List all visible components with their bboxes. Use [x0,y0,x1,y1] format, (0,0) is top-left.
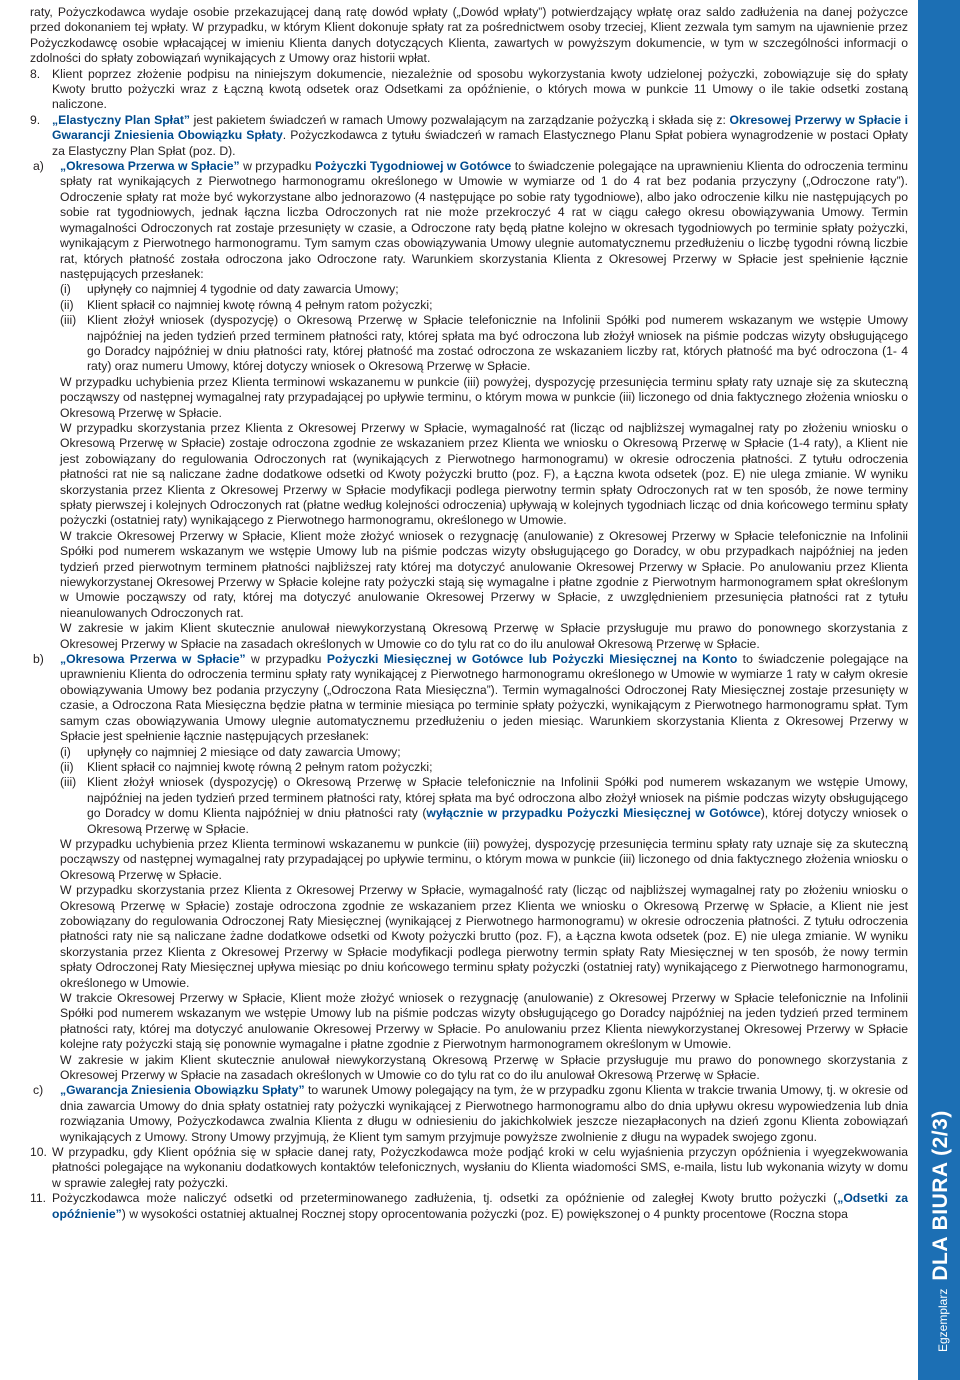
clause-number: 9. [30,112,41,127]
document-body [30,5,908,1222]
clause-text: W przypadku, gdy Klient opóźnia się w spłacie danej raty, Pożyczkodawca może podjąć kroki w celu wyjaśnienia przyczyn opóźnienia i wyegzekwowania płatności polegające na wykonaniu dodatkowych kontaktów telefonicznych, wysłaniu do Klienta wiadomości SMS, e-maila, listu lub wykonania wizyty w domu w sprawie zaległej raty pożyczki. [52,1145,908,1190]
paragraph: W zakresie w jakim Klient skutecznie anulował niewykorzystaną Okresową Przerwę w Spłacie przysługuje mu prawo do ponownego skorzystania z Okresowej Przerwy w Spłacie na zasadach określonych w Umowie co do tylu rat co do ilu anulował Okresową Przerwę w Spłacie. [60,1052,908,1083]
clause-text-part: . Pożyczkodawca z tytułu świadczeń w ramach Elastycznego Planu Spłat pobiera wynagrodzenie w postaci Opłaty za Elastyczny Plan Spłat (poz. D). [52,128,908,158]
subclause-letter: a) [33,159,44,174]
roman-numeral: (ii) [60,297,74,312]
condition-iii [60,775,908,837]
text-part: to świadczenie polegające na uprawnieniu Klienta do odroczenia terminu spłaty raty wynikającej z Pierwotnego harmonogramu określonego w Umowie w wymiarze 1 raty w całym okresie obowiązywania Umowy bez podania przyczyny („Odroczona Rata Miesięczna”). Termin wymagalności Odroczonej Raty Miesięcznej zostaje przesunięty w czasie, a Odroczona Rata Miesięczna będzie płatna w terminie miesiąca po terminie spłaty pożyczki, wynikającym z Pierwotnego harmonogramu spłat. Tym samym czas obowiązywania Umowy ulegnie automatycznemu przedłużeniu o jeden miesiąc. Warunkiem skorzystania Klienta z Okresowej Przerwy w Spłacie jest spełnienie łącznie następujących przesłanek: [60,652,908,744]
paragraph: W przypadku uchybienia przez Klienta terminowi wskazanemu w punkcie (iii) powyżej, dyspozycję przesunięcia terminu spłaty raty uznaje się za skuteczną począwszy od następnej wymagalnej raty przypadającej po upływie terminu, o którym mowa w punkcie (iii) liczonego od dnia faktycznego złożenia wniosku o Okresową Przerwę w Spłacie. [60,374,908,420]
highlight-term: „Gwarancja Zniesienia Obowiązku Spłaty” [60,1083,305,1098]
text-part: ) w wysokości ostatniej aktualnej Rocznej stopy oprocentowania pożyczki (poz. E) powiększonej o 4 punkty procentowe (Roczna stopa [121,1206,848,1221]
clause-text: Klient poprzez złożenie podpisu na niniejszym dokumencie, niezależnie od sposobu wykorzystania kwoty udzielonej pożyczki, zobowiązuje się do spłaty Kwoty brutto pożyczki wraz z Łączną kwotą odsetek oraz Odsetkami za opóźnienie, o których mowa w punkcie 11 Umowy o ile takie odsetki zostaną naliczone. [52,66,908,112]
highlight-term: wyłącznie w przypadku Pożyczki Miesięcznej w Gotówce [426,806,761,821]
condition-text: Klient spłacił co najmniej kwotę równą 4 pełnym ratom pożyczki; [87,297,433,312]
copy-label-big: DLA BIURA (2/3) [929,1110,952,1281]
subclause-letter: c) [33,1083,44,1098]
condition-i [60,745,908,760]
clause-text-part: jest pakietem świadczeń w ramach Umowy pozwalającym na zarządzanie pożyczką i składa się z: [190,112,730,127]
paragraph-continuation: raty, Pożyczkodawca wydaje osobie przekazującej daną ratę dowód wpłaty („Dowód wpłaty”) potwierdzający wpłatę oraz saldo zadłużenia na danej pożyczce przed dokonaniem tej wpłaty. W przypadku, w którym Klient dokonuje spłaty rat za pośrednictwem osoby trzeciej, Klient zezwala tym samym na ujawnienie przez Pożyczkodawcę osobie wpłacającej w imieniu Klienta danych dotyczących Klienta, zawartych w powyższym dokumencie, w tym w szczególności informacji o zdolności do spłaty zobowiązań wynikających z Umowy oraz historii wpłat. [30,5,908,66]
condition-text: Klient złożył wniosek (dyspozycję) o Okresową Przerwę w Spłacie telefonicznie na Infolinii Spółki pod numerem wskazanym we wstępie Umowy najpóźniej na jeden tydzień przed terminem płatności raty, której spłata ma być odroczona lub złożył wniosek na piśmie podczas wizyty obsługującego go Doradcy najpóźniej w dniu płatności raty, której płatność ma zostać odroczona ze wskazaniem liczby rat, których płatność ma być odroczona (1- 4 raty) oraz numeru Umowy, której dotyczy wniosek o Okresową Przerwę w Spłacie. [87,313,908,374]
subclause-b [30,652,908,1083]
condition-iii [60,313,908,375]
subclause-a [30,159,908,652]
subclause-body [60,652,908,1083]
paragraph: W zakresie w jakim Klient skutecznie anulował niewykorzystaną Okresową Przerwę w Spłacie przysługuje mu prawo do ponownego skorzystania z Okresowej Przerwy w Spłacie na zasadach określonych w Umowie co do tylu rat co do ilu anulował Okresową Przerwę w Spłacie. [60,621,908,651]
subclause-body [60,159,908,652]
clause-8 [30,66,908,113]
text-part: ), której dotyczy wniosek o Okresową Przerwę w Spłacie. [87,806,908,836]
subclause-body [60,1083,908,1145]
text-part: to warunek Umowy polegający na tym, że w przypadku zgonu Klienta w trakcie trwania Umowy, tj. w okresie od dnia zawarcia Umowy do dnia spłaty ostatniej raty pożyczki wynikającej z Pierwotnego harmonogramu albo do dnia upływu okresu wypowiedzenia lub dnia rozwiązania Umowy, Pożyczkodawca zwalnia Klienta z długu w odniesieniu do jakichkolwiek jeszcze niezapłaconych na dzień zgonu Klienta zobowiązań wynikających z Umowy. Strony Umowy przyjmują, że Klient tym samym przyjmuje powyższe zwolnienie z długu na wypadek swojego zgonu. [60,1083,908,1144]
highlight-term: „Odsetki za opóźnienie” [52,1191,909,1221]
highlight-term: „Okresowa Przerwa w Spłacie” [60,652,246,667]
roman-numeral: (i) [60,282,71,297]
copy-label-sidebar [918,0,960,1380]
text-part: Klient złożył wniosek (dyspozycję) o Okresową Przerwę w Spłacie telefonicznie na Infolinii Spółki pod numerem wskazanym we wstępie Umowy, najpóźniej na jeden tydzień przed terminem płatności raty, której spłata ma być odroczona albo złożył wniosek na piśmie podczas wizyty obsługującego go Doradcy w domu Klienta najpóźniej w dniu płatności raty ( [87,775,908,821]
subclause-intro [60,1083,908,1145]
highlight-term: Okresowej Przerwy w Spłacie i Gwarancji Zniesienia Obowiązku Spłaty [52,112,909,143]
paragraph: W trakcie Okresowej Przerwy w Spłacie, Klient może złożyć wniosek o rezygnację (anulowanie) z Okresowej Przerwy w Spłacie telefonicznie na Infolinii Spółki pod numerem wskazanym we wstępie Umowy lub na piśmie podczas wizyty obsługującego go Doradcy najpóźniej na jeden tydzień przed terminem płatności raty, której ma dotyczyć anulowanie Okresowej Przerwy w Spłacie. Po anulowaniu przez Klienta niewykorzystanej Okresowej Przerwy w Spłacie kolejne raty pożyczki stają się ponownie wymagalne i płatne zgodnie z Pierwotnym harmonogramem określonym w Umowie. [60,991,908,1052]
condition-i [60,282,908,297]
clause-10 [30,1145,908,1191]
paragraph: W przypadku uchybienia przez Klienta terminowi wskazanemu w punkcie (iii) powyżej, dyspozycję przesunięcia terminu spłaty raty uznaje się za skuteczną począwszy od następnej wymagalnej raty przypadającej po upływie terminu, o którym mowa w punkcie (iii) liczonego od dnia faktycznego złożenia wniosku o Okresową Przerwę w Spłacie. [60,836,908,882]
condition-text: Klient spłacił co najmniej kwotę równą 2 pełnym ratom pożyczki; [87,759,433,774]
roman-numeral: (i) [60,744,71,759]
highlight-term: „Elastyczny Plan Spłat” [52,112,190,127]
condition-text [87,775,908,837]
clause-number: 11. [30,1191,47,1206]
condition-ii [60,298,908,313]
roman-numeral: (ii) [60,759,74,774]
clause-9 [30,112,909,159]
copy-label-small: Egzemplarz [936,1288,950,1352]
clause-11 [30,1191,909,1222]
highlight-term: Pożyczki Miesięcznej w Gotówce lub Pożyczki Miesięcznej na Konto [326,652,738,667]
condition-text: upłynęły co najmniej 4 tygodnie od daty zawarcia Umowy; [87,282,399,297]
paragraph: W trakcie Okresowej Przerwy w Spłacie, Klient może złożyć wniosek o rezygnację (anulowanie) z Okresowej Przerwy w Spłacie telefonicznie na Infolinii Spółki pod numerem wskazanym we wstępie Umowy lub na piśmie podczas wizyty obsługującego go Doradcy, w obu przypadkach najpóźniej na jeden tydzień przed pierwotnym terminem płatności najbliższej raty której ma dotyczyć anulowanie Okresowej Przerwy w Spłacie. Po anulowaniu przez Klienta niewykorzystanej Okresowej Przerwy w Spłacie kolejne raty pożyczki stają się wymagalne i płatne zgodnie z Pierwotnym harmonogramem spłat określonym w Umowie począwszy od raty, której ma dotyczyć anulowanie Okresowej Przerwy w Spłacie, z uwzględnieniem przesunięcia płatności rat z tytułu nieanulowanych Odroczonych rat. [60,528,908,620]
subclause-c [30,1083,908,1145]
clause-number: 8. [30,66,41,81]
copy-label [929,1110,953,1352]
condition-ii [60,760,908,775]
text-part: w przypadku [239,159,315,174]
text-part: Pożyczkodawca może naliczyć odsetki od przeterminowanego zadłużenia, tj. odsetki za opóźnienie od zaległej Kwoty brutto pożyczki ( [52,1191,838,1206]
paragraph: W przypadku skorzystania przez Klienta z Okresowej Przerwy w Spłacie, wymagalność raty (licząc od najbliższej wymagalnej raty po złożeniu wniosku o Okresową Przerwę w Spłacie) zostaje odroczona zgodnie ze wskazaniem przez Klienta we wniosku o Okresową Przerwę w Spłacie, a Klient nie jest zobowiązany do regulowania Odroczonej Raty Miesięcznej (wynikającej z Pierwotnego harmonogramu) w okresie odroczenia płatności. Z tytułu odroczenia płatności raty nie są naliczane żadne dodatkowe odsetki od Kwoty pożyczki brutto (poz. F), a Łączna kwota odsetek (poz. E) nie ulega zmianie. W wyniku skorzystania przez Klienta z Okresowej Przerwy w Spłacie modyfikacji podlega pierwotny termin spłaty Raty Miesięcznej w ten sposób, że nowy termin spłaty Odroczonej Raty Miesięcznej upływa miesiąc po dniu końcowego terminu spłaty pożyczki (ostatniej raty) wynikającego z Pierwotnego harmonogramu, określonego w Umowie. [60,883,908,990]
condition-text: upłynęły co najmniej 2 miesiące od daty zawarcia Umowy; [87,744,401,759]
text-part: w przypadku [245,652,327,667]
subclause-letter: b) [33,652,44,667]
roman-numeral: (iii) [60,775,77,790]
subclause-intro [60,159,908,282]
roman-numeral: (iii) [60,313,77,328]
paragraph: W przypadku skorzystania przez Klienta z Okresowej Przerwy w Spłacie, wymagalność rat (licząc od najbliższej wymagalnej raty po złożeniu wniosku o Okresową Przerwę w Spłacie) zostaje odroczona zgodnie ze wskazaniem przez Klienta we wniosku o Okresową Przerwę w Spłacie (1-4 raty), a Klient nie jest zobowiązany do regulowania Odroczonych rat (wynikających z Pierwotnego harmonogramu) w okresie odroczenia płatności. Z tytułu odroczenia płatności rat nie są naliczane żadne dodatkowe odsetki od Kwoty pożyczki brutto (poz. F), a Łączna kwota odsetek (poz. E) nie ulega zmianie. W wyniku skorzystania przez Klienta z Okresowej Przerwy w Spłacie modyfikacji podlega pierwotny termin spłaty Odroczonych rat w ten sposób, że nowe terminy spłaty pierwszej i kolejnych Odroczonych rat (płatne według kolejności odroczenia) upływają w kolejnych tygodniach licząc od dnia końcowego terminu spłaty pożyczki (ostatniej raty) wynikającego z Pierwotnego harmonogramu, określonego w Umowie. [60,420,908,528]
clause-text [52,1191,908,1222]
text-part: to świadczenie polegające na uprawnieniu Klienta do odroczenia terminu spłaty rat wynikających z Pierwotnego harmonogramu określonego w Umowie w wymiarze od 1 do 4 rat bez podania przyczyny („Odroczone raty”). Odroczenie spłaty rat może być wykorzystane albo jednorazowo (4 następujące po sobie raty tygodniowe), albo jako odroczenie kilku nie następujących po sobie rat tygodniowych, jednak łączna liczba Odroczonych rat nie może przekroczyć 4 rat w ciągu całego okresu obowiązywania Umowy. Termin wymagalności Odroczonych rat zostaje przesunięty w czasie, a Odroczone raty będą płatne kolejno w okresach tygodniowych po terminie spłaty pożyczki, wynikającym z Pierwotnego harmonogramu. Tym samym czas obowiązywania Umowy ulegnie automatycznemu przedłużeniu o liczbę tygodni równą liczbie rat, których płatność została odroczona jako Odroczone raty. Warunkiem skorzystania Klienta z Okresowej Przerwy w Spłacie jest spełnienie łącznie następujących przesłanek: [60,159,908,281]
clause-number: 10. [30,1145,47,1160]
highlight-term: „Okresowa Przerwa w Spłacie” [60,159,240,174]
highlight-term: Pożyczki Tygodniowej w Gotówce [314,159,512,174]
clause-text [52,113,908,159]
subclause-intro [60,652,908,744]
